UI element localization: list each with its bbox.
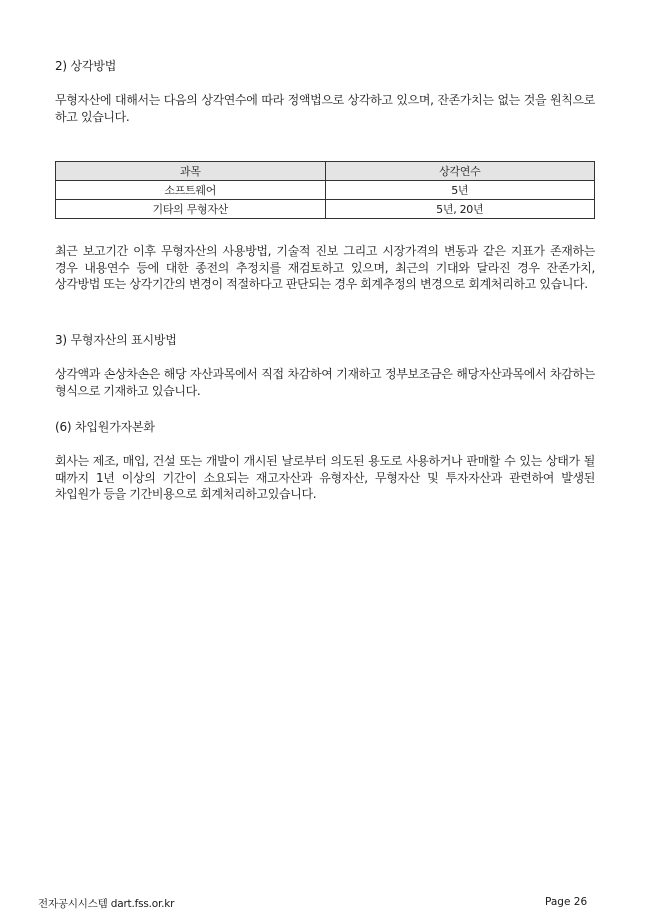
table-cell: 5년 (325, 181, 595, 200)
footer-system-name: 전자공시시스템 dart.fss.or.kr (38, 898, 175, 910)
page-number: Page 26 (545, 896, 588, 908)
table-cell: 기타의 무형자산 (56, 200, 326, 219)
presentation-heading: 3) 무형자산의 표시방법 (55, 333, 177, 347)
presentation-paragraph: 상각액과 손상차손은 해당 자산과목에서 직접 차감하여 기재하고 정부보조금은 해당자산과목에서 차감하는 형식으로 기재하고 있습니다. (55, 367, 595, 398)
table-row (56, 200, 595, 219)
column-header-account: 과목 (56, 162, 326, 181)
amortization-table (55, 161, 595, 219)
table-cell: 5년, 20년 (325, 200, 595, 219)
amortization-heading: 2) 상각방법 (55, 59, 117, 73)
table-row (56, 181, 595, 200)
estimate-review-paragraph: 최근 보고기간 이후 무형자산의 사용방법, 기술적 진보 그리고 시장가격의 변동과 같은 지표가 존재하는 경우 내용연수 등에 대한 종전의 추정치를 재검토하고 있으며, 최근의 기대와 달라진 경우 잔존가치, 상각방법 또는 상각기간의 변경이 적절하다고 판단되는 경우 회계추정의 변경으로 회계처리하고 있습니다. (55, 244, 595, 291)
borrowing-cost-heading: (6) 차입원가자본화 (55, 420, 155, 434)
borrowing-cost-paragraph: 회사는 제조, 매입, 건설 또는 개발이 개시된 날로부터 의도된 용도로 사용하거나 판매할 수 있는 상태가 될 때까지 1년 이상의 기간이 소요되는 재고자산과 유형자산, 무형자산 및 투자자산과 관련하여 발생된 차입원가 등을 기간비용으로 회계처리하고있습니다. (55, 454, 595, 501)
amortization-intro: 무형자산에 대해서는 다음의 상각연수에 따라 정액법으로 상각하고 있으며, 잔존가치는 없는 것을 원칙으로 하고 있습니다. (55, 93, 595, 124)
table-header-row (56, 162, 595, 181)
column-header-useful-life: 상각연수 (325, 162, 595, 181)
table-cell: 소프트웨어 (56, 181, 326, 200)
